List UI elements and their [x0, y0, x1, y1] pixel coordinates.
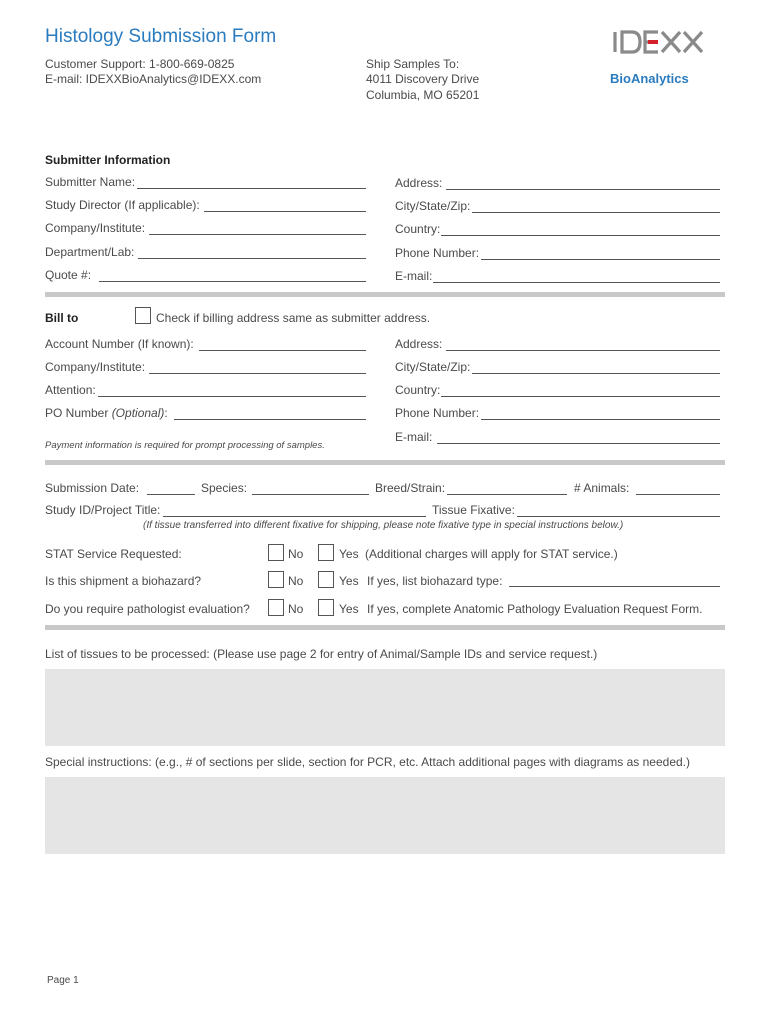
po-colon: : — [164, 406, 168, 420]
department-label: Department/Lab: — [45, 245, 135, 259]
email-label: E-mail: — [395, 269, 433, 283]
quote-label: Quote #: — [45, 268, 92, 282]
phone-label: Phone Number: — [395, 246, 480, 260]
submitter-name-label: Submitter Name: — [45, 175, 136, 189]
biohazard-no-checkbox[interactable] — [268, 571, 284, 588]
breed-field[interactable] — [447, 494, 567, 495]
pathologist-yes-label: Yes — [339, 602, 359, 616]
ship-label: Ship Samples To: — [366, 57, 460, 71]
account-label: Account Number (If known): — [45, 337, 194, 351]
biohazard-no-label: No — [288, 574, 304, 588]
submitter-heading: Submitter Information — [45, 153, 171, 167]
section-divider — [45, 292, 725, 297]
bill-company-field[interactable] — [149, 373, 366, 374]
breed-label: Breed/Strain: — [375, 481, 446, 495]
submission-date-label: Submission Date: — [45, 481, 140, 495]
company-label: Company/Institute: — [45, 221, 146, 235]
bill-email-field[interactable] — [437, 443, 720, 444]
submitter-name-field[interactable] — [137, 188, 366, 189]
department-field[interactable] — [138, 258, 366, 259]
bill-city-label: City/State/Zip: — [395, 360, 471, 374]
stat-label: STAT Service Requested: — [45, 547, 182, 561]
bill-company-label: Company/Institute: — [45, 360, 146, 374]
po-label-text: PO Number — [45, 406, 112, 420]
address-label: Address: — [395, 176, 443, 190]
stat-no-label: No — [288, 547, 304, 561]
section-divider — [45, 625, 725, 630]
biohazard-type-field[interactable] — [509, 586, 720, 587]
bill-country-label: Country: — [395, 383, 441, 397]
study-director-label: Study Director (If applicable): — [45, 198, 200, 212]
phone-field[interactable] — [481, 259, 720, 260]
study-title-label: Study ID/Project Title: — [45, 503, 161, 517]
attention-field[interactable] — [98, 396, 366, 397]
tissues-label: List of tissues to be processed: (Please use page 2 for entry of Animal/Sample IDs and service request.) — [45, 647, 598, 661]
po-optional: (Optional) — [111, 406, 165, 420]
email-field[interactable] — [433, 282, 720, 283]
biohazard-yes-checkbox[interactable] — [318, 571, 334, 588]
contact-email: E-mail: IDEXXBioAnalytics@IDEXX.com — [45, 72, 262, 86]
idexx-logo — [612, 28, 722, 56]
animals-field[interactable] — [636, 494, 720, 495]
company-field[interactable] — [149, 234, 366, 235]
animals-label: # Animals: — [574, 481, 630, 495]
bill-country-field[interactable] — [441, 396, 720, 397]
bill-phone-field[interactable] — [481, 419, 720, 420]
pathologist-label: Do you require pathologist evaluation? — [45, 602, 250, 616]
page-number: Page 1 — [47, 975, 79, 986]
country-label: Country: — [395, 222, 441, 236]
stat-yes-checkbox[interactable] — [318, 544, 334, 561]
city-field[interactable] — [472, 212, 720, 213]
bill-email-label: E-mail: — [395, 430, 433, 444]
account-field[interactable] — [199, 350, 366, 351]
country-field[interactable] — [441, 235, 720, 236]
attention-label: Attention: — [45, 383, 96, 397]
tissues-input-box[interactable] — [45, 669, 725, 746]
stat-yes-label: Yes — [339, 547, 359, 561]
city-label: City/State/Zip: — [395, 199, 471, 213]
special-instructions-label: Special instructions: (e.g., # of sections per slide, section for PCR, etc. Attach additional pages with diagrams as needed.) — [45, 755, 691, 769]
payment-note: Payment information is required for prompt processing of samples. — [45, 440, 325, 451]
ship-street: 4011 Discovery Drive — [366, 72, 480, 86]
stat-note: (Additional charges will apply for STAT service.) — [365, 547, 618, 561]
ship-city: Columbia, MO 65201 — [366, 88, 480, 102]
same-address-checkbox[interactable] — [135, 307, 151, 324]
biohazard-label: Is this shipment a biohazard? — [45, 574, 202, 588]
pathologist-note: If yes, complete Anatomic Pathology Evaluation Request Form. — [367, 602, 703, 616]
customer-support: Customer Support: 1-800-669-0825 — [45, 57, 235, 71]
same-address-label: Check if billing address same as submitter address. — [156, 311, 431, 325]
section-divider — [45, 460, 725, 465]
submission-date-field[interactable] — [147, 494, 195, 495]
fixative-note: (If tissue transferred into different fixative for shipping, please note fixative type in special instructions below.) — [143, 520, 624, 531]
pathologist-yes-checkbox[interactable] — [318, 599, 334, 616]
po-field[interactable] — [174, 419, 366, 420]
address-field[interactable] — [446, 189, 720, 190]
form-title: Histology Submission Form — [45, 26, 277, 47]
bill-address-label: Address: — [395, 337, 443, 351]
po-label — [45, 406, 168, 420]
species-field[interactable] — [252, 494, 369, 495]
stat-no-checkbox[interactable] — [268, 544, 284, 561]
bill-address-field[interactable] — [446, 350, 720, 351]
study-director-field[interactable] — [204, 211, 366, 212]
pathologist-no-label: No — [288, 602, 304, 616]
division-name: BioAnalytics — [610, 71, 689, 86]
quote-field[interactable] — [99, 281, 366, 282]
species-label: Species: — [201, 481, 248, 495]
biohazard-yes-label: Yes — [339, 574, 359, 588]
bill-city-field[interactable] — [472, 373, 720, 374]
pathologist-no-checkbox[interactable] — [268, 599, 284, 616]
study-title-field[interactable] — [163, 516, 426, 517]
bill-phone-label: Phone Number: — [395, 406, 480, 420]
bill-to-heading: Bill to — [45, 311, 79, 325]
special-instructions-box[interactable] — [45, 777, 725, 854]
fixative-field[interactable] — [517, 516, 720, 517]
fixative-label: Tissue Fixative: — [432, 503, 515, 517]
biohazard-note: If yes, list biohazard type: — [367, 574, 503, 588]
